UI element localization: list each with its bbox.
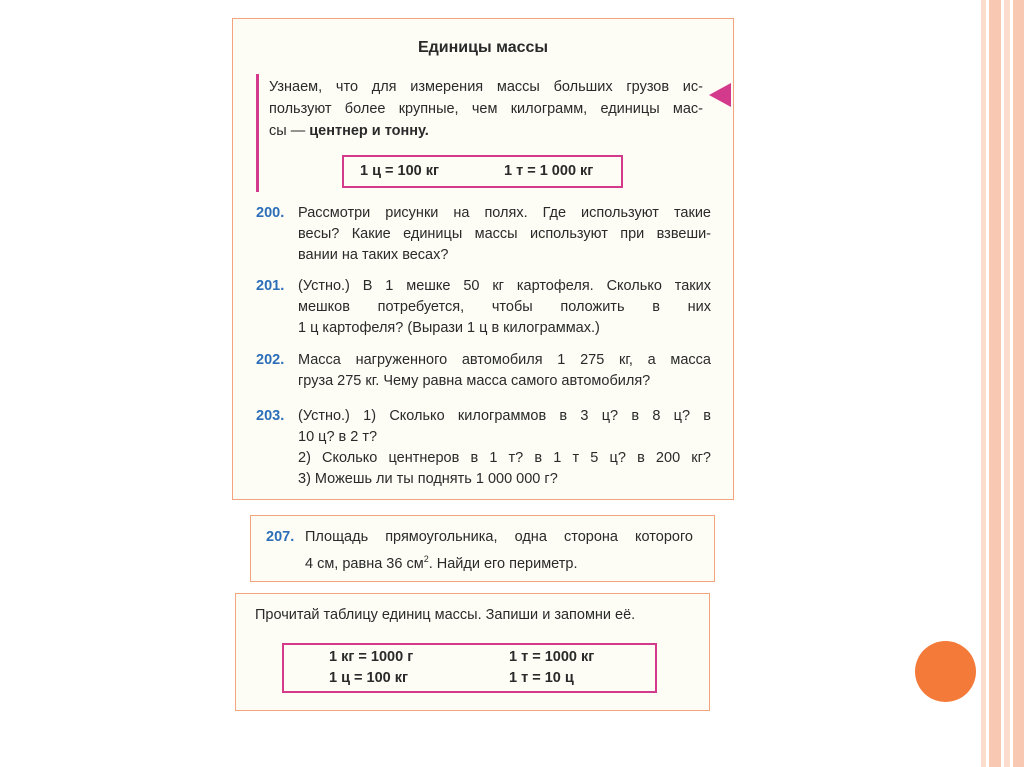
intro-line-1: Узнаем, что для измерения массы больших грузов ис- <box>269 79 703 95</box>
task-203-line-1: (Устно.) 1) Сколько килограммов в 3 ц? в 8 ц? в <box>298 408 711 424</box>
task-200-line-3: вании на таких весах? <box>298 247 449 263</box>
table-instruction: Прочитай таблицу единиц массы. Запиши и запомни её. <box>255 607 636 623</box>
intro-side-bar <box>256 74 259 192</box>
textbook-card-task-207 <box>250 515 715 582</box>
decor-stripe-1 <box>981 0 986 767</box>
intro-line-3-prefix: сы — <box>269 123 310 139</box>
task-203-line-3: 2) Сколько центнеров в 1 т? в 1 т 5 ц? в 200 кг? <box>298 450 711 466</box>
decor-stripe-2 <box>989 0 1001 767</box>
task-202-line-1: Масса нагруженного автомобиля 1 275 кг, а масса <box>298 352 711 368</box>
task-201-line-2: мешков потребуется, чтобы положить в них <box>298 299 711 315</box>
task-207-line-2-suffix: . Найди его периметр. <box>428 555 578 572</box>
decor-stripe-3 <box>1004 0 1010 767</box>
task-number-202: 202. <box>256 352 285 368</box>
task-200-line-2: весы? Какие единицы массы используют при взвеши- <box>298 226 711 242</box>
task-number-200: 200. <box>256 205 285 221</box>
task-201-line-1: (Устно.) В 1 мешке 50 кг картофеля. Сколько таких <box>298 278 711 294</box>
task-207-line-2-prefix: 4 см, равна 36 см <box>305 555 424 572</box>
card-title: Единицы массы <box>417 39 549 56</box>
table-cell-c-kg: 1 ц = 100 кг <box>329 670 409 686</box>
intro-line-3-bold: центнер и тонну. <box>309 123 429 139</box>
marker-triangle <box>709 83 731 107</box>
task-207-line-2 <box>305 549 577 575</box>
textbook-card-mass-table <box>235 593 710 711</box>
formula-centner: 1 ц = 100 кг <box>360 163 440 179</box>
task-201-line-3: 1 ц картофеля? (Вырази 1 ц в килограммах.) <box>298 320 600 336</box>
task-207-line-1: Площадь прямоугольника, одна сторона которого <box>305 529 693 545</box>
task-207-superscript: 2 <box>423 554 429 564</box>
intro-line-3 <box>269 121 429 142</box>
task-number-201: 201. <box>256 278 285 294</box>
formula-box <box>342 155 623 188</box>
mass-units-table <box>282 643 657 693</box>
decor-stripe-4 <box>1013 0 1024 767</box>
task-number-207: 207. <box>266 529 295 545</box>
table-cell-t-kg: 1 т = 1000 кг <box>509 649 595 665</box>
task-number-203: 203. <box>256 408 285 424</box>
task-202-line-2: груза 275 кг. Чему равна масса самого автомобиля? <box>298 373 651 389</box>
task-203-line-4: 3) Можешь ли ты поднять 1 000 000 г? <box>298 471 558 487</box>
table-cell-t-c: 1 т = 10 ц <box>509 670 574 686</box>
task-203-line-2: 10 ц? в 2 т? <box>298 429 378 445</box>
intro-line-2: пользуют более крупные, чем килограмм, единицы мас- <box>269 101 703 117</box>
formula-tonne: 1 т = 1 000 кг <box>504 163 594 179</box>
decor-circle <box>915 641 976 702</box>
task-200-line-1: Рассмотри рисунки на полях. Где используют такие <box>298 205 711 221</box>
table-cell-kg-g: 1 кг = 1000 г <box>329 649 414 665</box>
textbook-card-mass-units <box>232 18 734 500</box>
